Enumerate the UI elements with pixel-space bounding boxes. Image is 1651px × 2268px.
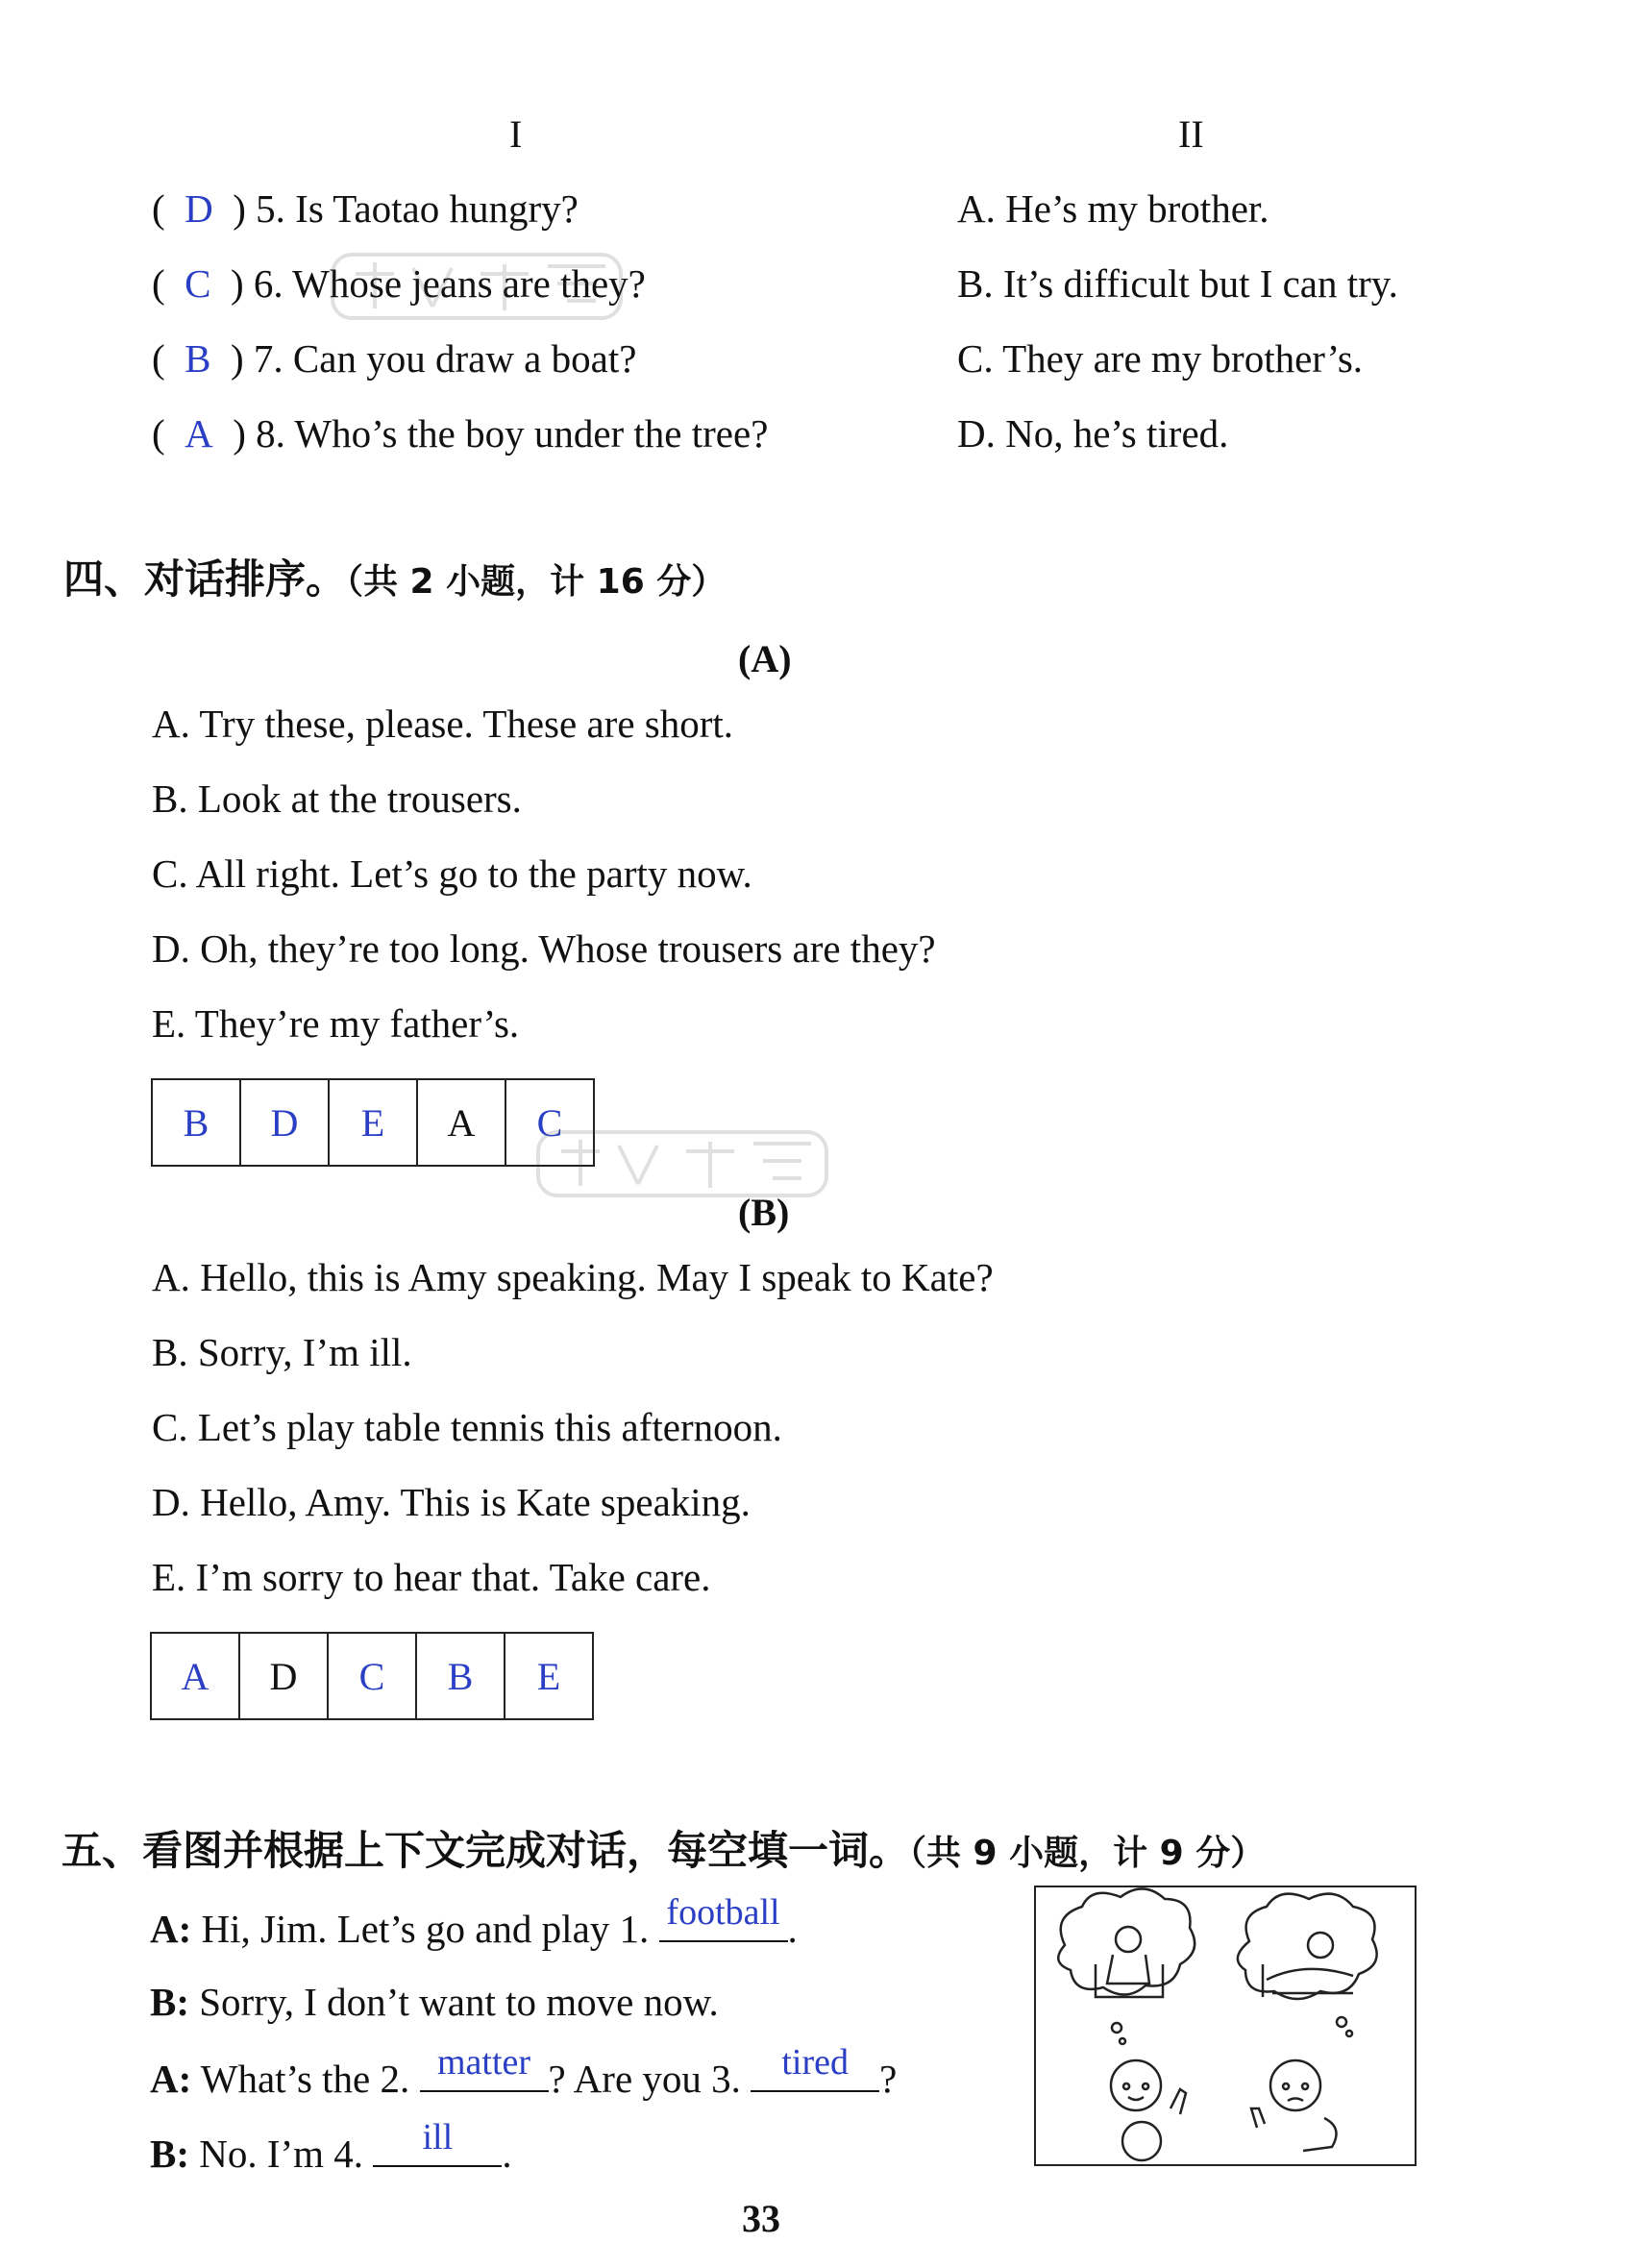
dialogue-illustration [1034, 1886, 1417, 2166]
dialogue-line-1: A: Hi, Jim. Let’s go and play 1. football . [150, 1892, 798, 1951]
dialogue-b-line-b: B. Sorry, I’m ill. [152, 1330, 412, 1374]
answer-7: B [185, 336, 211, 381]
order-cell: D [240, 1634, 329, 1718]
dialogue-b-line-d: D. Hello, Amy. This is Kate speaking. [152, 1480, 751, 1524]
cloud-bubble [1346, 2031, 1352, 2036]
sad-boy-head [1270, 2060, 1320, 2110]
dialogue-a-line-e: E. They’re my father’s. [152, 1001, 520, 1046]
dialogue-b-line-c: C. Let’s play table tennis this afternoon. [152, 1405, 782, 1449]
match-question-7: ( B ) 7. Can you draw a boat? [152, 336, 637, 381]
answer-5: D [185, 186, 213, 231]
football-icon [1122, 2122, 1161, 2160]
order-cell: D [241, 1080, 330, 1165]
cloud-bubble [1120, 2038, 1125, 2044]
section-4-heading: 四、对话排序。（共 2 小题，计 16 分） [63, 555, 727, 603]
match-response-c: C. They are my brother’s. [957, 336, 1364, 381]
order-cell: B [153, 1080, 241, 1165]
thought-cloud-left [1058, 1888, 1195, 1994]
column-header-i: I [509, 112, 523, 156]
column-header-ii: II [1178, 112, 1204, 156]
dialogue-a-line-b: B. Look at the trousers. [152, 777, 522, 821]
answer-6: C [185, 261, 211, 306]
sad-boy-body [1251, 2108, 1337, 2151]
pointing-hand [1170, 2089, 1186, 2114]
boy-lying-head [1308, 1933, 1333, 1958]
dialogue-line-4: B: No. I’m 4. ill . [150, 2117, 512, 2176]
section-5-heading: 五、看图并根据上下文完成对话，每空填一词。（共 9 小题，计 9 分） [62, 1827, 1266, 1874]
match-response-d: D. No, he’s tired. [957, 411, 1229, 456]
answer-8: A [185, 411, 213, 456]
match-question-6: ( C ) 6. Whose jeans are they? [152, 261, 646, 306]
match-response-a: A. He’s my brother. [957, 186, 1269, 231]
watermark-logo [327, 245, 634, 336]
illustration-drawing [1036, 1887, 1415, 2164]
fill-blank-3[interactable]: tired [751, 2058, 879, 2092]
fill-blank-4[interactable]: ill [373, 2132, 502, 2167]
match-question-5: ( D ) 5. Is Taotao hungry? [152, 186, 579, 231]
order-cell: A [152, 1634, 240, 1718]
boy-sitting-head [1116, 1927, 1141, 1952]
dialogue-b-order-box [150, 1632, 594, 1720]
watermark-logo [532, 1122, 840, 1214]
cloud-bubble [1337, 2017, 1346, 2027]
dialogue-b-line-a: A. Hello, this is Amy speaking. May I speak to Kate? [152, 1255, 994, 1299]
dialogue-a-line-c: C. All right. Let’s go to the party now. [152, 851, 752, 896]
dialogue-b-line-e: E. I’m sorry to hear that. Take care. [152, 1555, 711, 1599]
sofa-shape [1096, 1955, 1163, 1997]
order-cell: C [536, 1100, 563, 1145]
order-cell: E [330, 1080, 418, 1165]
order-cell: B [417, 1634, 505, 1718]
dialogue-a-line-a: A. Try these, please. These are short. [152, 702, 734, 746]
boy-with-ball-head [1111, 2060, 1161, 2110]
dialogue-a-order-box [151, 1078, 595, 1167]
dialogue-line-2: B: Sorry, I don’t want to move now. [150, 1980, 719, 2024]
match-response-b: B. It’s difficult but I can try. [957, 261, 1398, 306]
dialogue-b-title: (B) [738, 1191, 790, 1234]
page-number: 33 [742, 2197, 780, 2240]
order-cell: A [418, 1080, 506, 1165]
dialogue-a-title: (A) [738, 637, 792, 680]
match-question-8: ( A ) 8. Who’s the boy under the tree? [152, 411, 769, 456]
order-cell: E [536, 1654, 561, 1698]
cloud-bubble [1112, 2023, 1121, 2033]
dialogue-a-line-d: D. Oh, they’re too long. Whose trousers are they? [152, 926, 936, 971]
dialogue-line-3: A: What’s the 2. matter ? Are you 3. tired ? [150, 2042, 898, 2101]
order-cell: C [329, 1634, 417, 1718]
bed-shape [1263, 1964, 1353, 1997]
face-features [1283, 2083, 1308, 2101]
fill-blank-1[interactable]: football [659, 1908, 788, 1942]
fill-blank-2[interactable]: matter [420, 2058, 549, 2092]
watermark-graphic [327, 245, 634, 332]
face-features [1123, 2083, 1148, 2100]
watermark-graphic [532, 1122, 840, 1209]
